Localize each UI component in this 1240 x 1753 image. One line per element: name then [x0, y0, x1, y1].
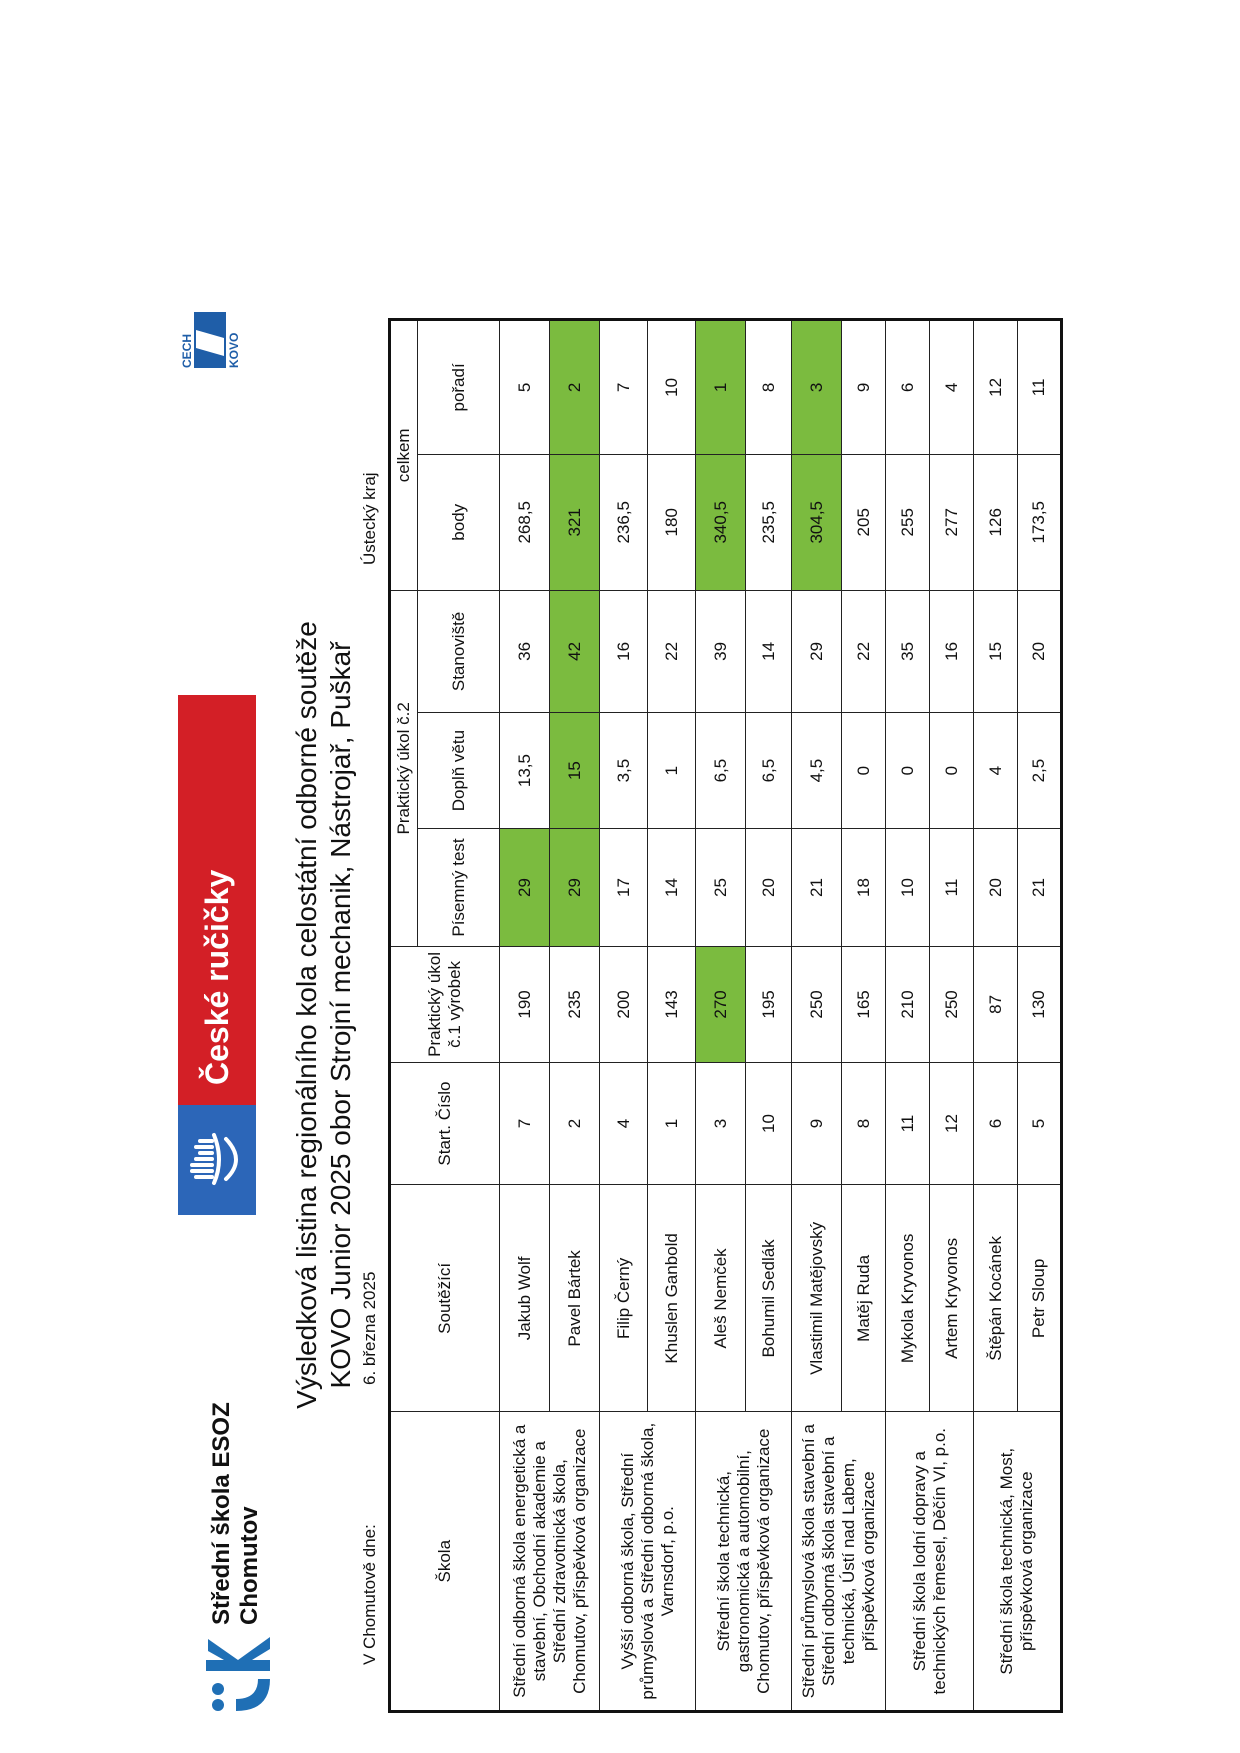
start-no: 10: [746, 1062, 792, 1184]
written-score: 18: [842, 828, 886, 946]
school-cell: Střední škola lodní dopravy a technických řemesel, Děčín VI, p.o.: [886, 1412, 974, 1712]
task1-score: 190: [500, 947, 550, 1063]
header-written: Písemný test: [418, 828, 500, 946]
rank: 11: [1018, 320, 1062, 455]
fill-score: 4: [974, 713, 1018, 829]
total-points: 126: [974, 454, 1018, 590]
total-points: 235,5: [746, 454, 792, 590]
station-score: 39: [696, 590, 746, 713]
competitor-name: Aleš Nemček: [696, 1185, 746, 1412]
task1-score: 165: [842, 947, 886, 1063]
start-no: 12: [930, 1062, 974, 1184]
total-points: 268,5: [500, 454, 550, 590]
rank: 12: [974, 320, 1018, 455]
school-logo-name: [208, 1402, 264, 1625]
fill-score: 6,5: [696, 713, 746, 829]
station-score: 35: [886, 590, 930, 713]
start-no: 8: [842, 1062, 886, 1184]
cech-kovo-logo: [180, 296, 240, 370]
title-line-1: Výsledková listina regionálního kola celostátní odborné soutěže: [291, 621, 322, 1409]
fill-score: 4,5: [792, 713, 842, 829]
station-score: 20: [1018, 590, 1062, 713]
competitor-name: Khuslen Ganbold: [648, 1185, 696, 1412]
written-score: 14: [648, 828, 696, 946]
task1-score: 130: [1018, 947, 1062, 1063]
school-cell: Střední škola technická, gastronomická a automobilní, Chomutov, příspěvková organizace: [696, 1412, 792, 1712]
header-fill: Doplň větu: [418, 713, 500, 829]
start-no: 6: [974, 1062, 1018, 1184]
task1-score: 250: [792, 947, 842, 1063]
school-cell: Střední škola technická, Most, příspěvková organizace: [974, 1412, 1062, 1712]
competitor-name: Štěpán Kocánek: [974, 1185, 1018, 1412]
written-score: 21: [792, 828, 842, 946]
written-score: 29: [500, 828, 550, 946]
header-competitor: Soutěžící: [390, 1185, 500, 1412]
written-score: 11: [930, 828, 974, 946]
total-points: 321: [550, 454, 600, 590]
rank: 8: [746, 320, 792, 455]
total-points: 304,5: [792, 454, 842, 590]
rank: 5: [500, 320, 550, 455]
esoz-logo: [198, 1385, 288, 1715]
competitor-name: Pavel Bártek: [550, 1185, 600, 1412]
title-line-2: KOVO Junior 2025 obor Strojní mechanik, Nástrojař, Puškař: [325, 641, 356, 1389]
results-table: [388, 318, 1063, 1713]
start-no: 3: [696, 1062, 746, 1184]
station-score: 16: [930, 590, 974, 713]
fill-score: 2,5: [1018, 713, 1062, 829]
rank: 7: [600, 320, 648, 455]
region: Ústecký kraj: [360, 472, 379, 565]
school-logo-line-1: Střední škola ESOZ: [208, 1402, 235, 1625]
total-points: 236,5: [600, 454, 648, 590]
written-score: 17: [600, 828, 648, 946]
written-score: 25: [696, 828, 746, 946]
header-school: Škola: [390, 1412, 500, 1712]
written-score: 20: [974, 828, 1018, 946]
written-score: 20: [746, 828, 792, 946]
rank: 4: [930, 320, 974, 455]
competitor-name: Filip Černý: [600, 1185, 648, 1412]
task1-score: 143: [648, 947, 696, 1063]
start-no: 7: [500, 1062, 550, 1184]
written-score: 29: [550, 828, 600, 946]
results-sheet: [178, 315, 1078, 1715]
ceske-rucicky-text: České ručičky: [178, 695, 256, 1105]
station-score: 36: [500, 590, 550, 713]
total-points: 255: [886, 454, 930, 590]
task1-score: 235: [550, 947, 600, 1063]
station-score: 14: [746, 590, 792, 713]
task1-score: 210: [886, 947, 930, 1063]
station-score: 29: [792, 590, 842, 713]
hands-icon: [178, 1105, 256, 1215]
task1-score: 87: [974, 947, 1018, 1063]
fill-score: 15: [550, 713, 600, 829]
rank: 9: [842, 320, 886, 455]
fill-score: 13,5: [500, 713, 550, 829]
fill-score: 0: [930, 713, 974, 829]
competitor-name: Artem Kryvonos: [930, 1185, 974, 1412]
station-score: 42: [550, 590, 600, 713]
kovo-text: KOVO: [227, 332, 240, 368]
competitor-name: Vlastimil Matějovský: [792, 1185, 842, 1412]
rank: 6: [886, 320, 930, 455]
start-no: 4: [600, 1062, 648, 1184]
rank: 2: [550, 320, 600, 455]
competitor-name: Mykola Kryvonos: [886, 1185, 930, 1412]
school-cell: Střední odborná škola energetická a stavební, Obchodní akademie a Střední zdravotnická škola, Chomutov, příspěvková organizace: [500, 1412, 600, 1712]
total-points: 340,5: [696, 454, 746, 590]
header-rank: pořadí: [418, 320, 500, 455]
competitor-name: Jakub Wolf: [500, 1185, 550, 1412]
competitor-name: Matěj Ruda: [842, 1185, 886, 1412]
header-station: Stanoviště: [418, 590, 500, 713]
written-score: 10: [886, 828, 930, 946]
header-start-no: Start. Číslo: [390, 1062, 500, 1184]
start-no: 9: [792, 1062, 842, 1184]
station-score: 16: [600, 590, 648, 713]
ceske-rucicky-logo: [178, 695, 258, 1215]
school-cell: Střední průmyslová škola stavební a Střední odborná škola stavební a technická, Ústí nad Labem, příspěvková organizace: [792, 1412, 886, 1712]
uk-logo-icon: [198, 1635, 278, 1715]
task1-score: 200: [600, 947, 648, 1063]
total-points: 180: [648, 454, 696, 590]
header-task2: Praktický úkol č.2: [390, 590, 418, 946]
total-points: 205: [842, 454, 886, 590]
total-points: 173,5: [1018, 454, 1062, 590]
competitor-name: Petr Sloup: [1018, 1185, 1062, 1412]
header-total: celkem: [390, 320, 418, 591]
rank: 10: [648, 320, 696, 455]
station-score: 15: [974, 590, 1018, 713]
school-cell: Vyšší odborná škola, Střední průmyslová a Střední odborná škola, Varnsdorf, p.o.: [600, 1412, 696, 1712]
fill-score: 3,5: [600, 713, 648, 829]
start-no: 1: [648, 1062, 696, 1184]
fill-score: 0: [886, 713, 930, 829]
rank: 1: [696, 320, 746, 455]
cech-text: CECH: [180, 333, 194, 368]
start-no: 2: [550, 1062, 600, 1184]
start-no: 11: [886, 1062, 930, 1184]
station-score: 22: [842, 590, 886, 713]
competitor-name: Bohumil Sedlák: [746, 1185, 792, 1412]
place-label: V Chomutově dne:: [360, 1524, 379, 1665]
school-logo-line-2: Chomutov: [236, 1506, 263, 1625]
date: 6. března 2025: [360, 1271, 379, 1385]
task1-score: 250: [930, 947, 974, 1063]
total-points: 277: [930, 454, 974, 590]
written-score: 21: [1018, 828, 1062, 946]
header-points: body: [418, 454, 500, 590]
fill-score: 1: [648, 713, 696, 829]
task1-score: 270: [696, 947, 746, 1063]
station-score: 22: [648, 590, 696, 713]
header-task1: Praktický úkol č.1 výrobek: [390, 947, 500, 1063]
task1-score: 195: [746, 947, 792, 1063]
document-title: [290, 515, 358, 1515]
rank: 3: [792, 320, 842, 455]
fill-score: 6,5: [746, 713, 792, 829]
start-no: 5: [1018, 1062, 1062, 1184]
fill-score: 0: [842, 713, 886, 829]
